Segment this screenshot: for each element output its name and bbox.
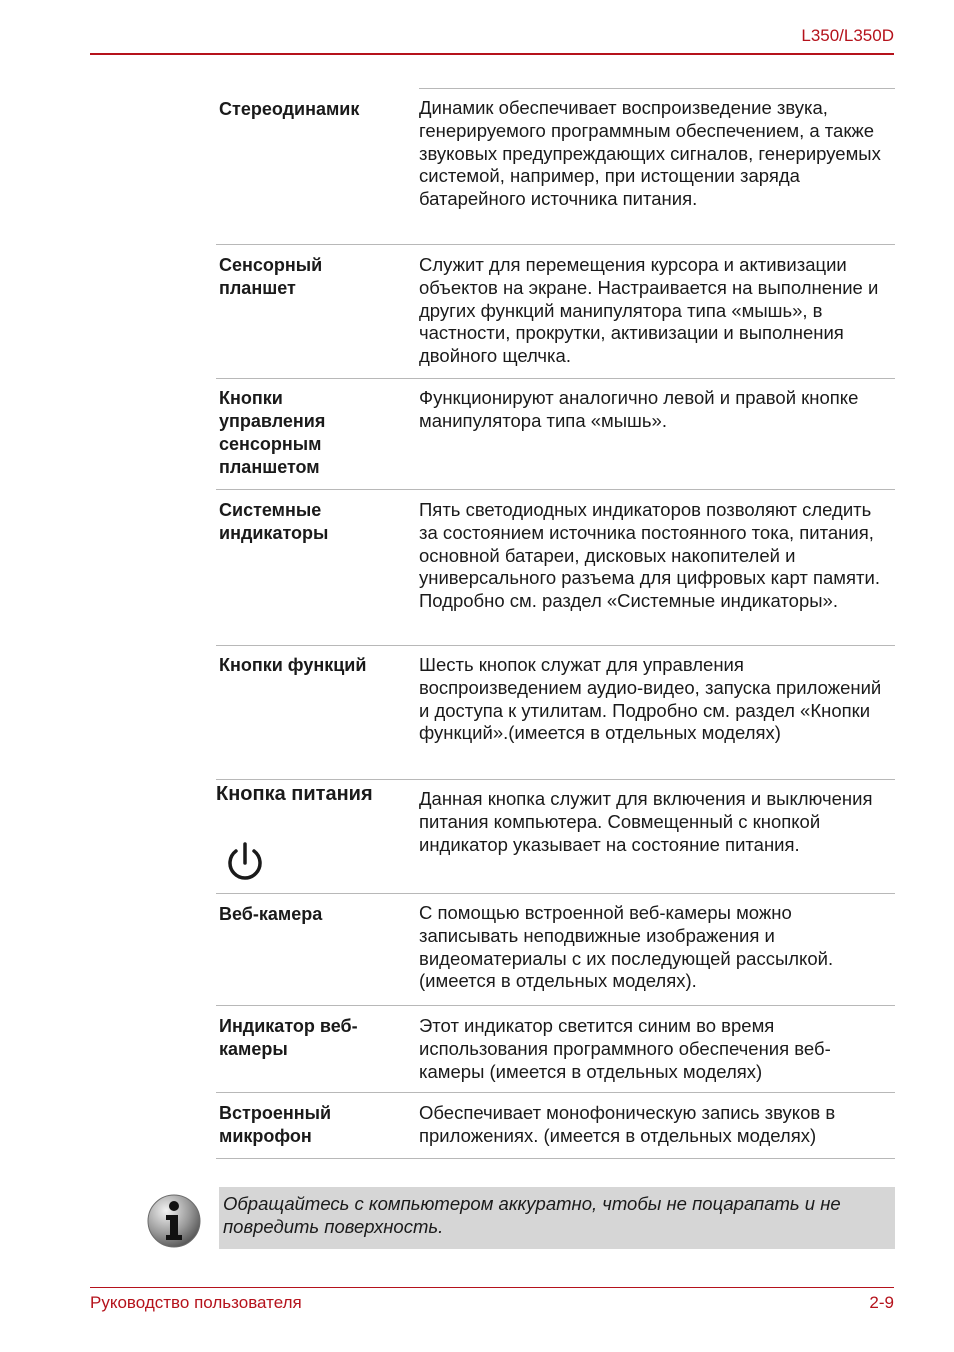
row-term: Стереодинамик — [219, 99, 360, 119]
table-row — [216, 379, 895, 490]
power-term-label: Кнопка питания — [216, 783, 373, 805]
row-desc: Пять светодиодных индикаторов позволяют следить за состоянием источника постоянного тока, питания, основной батареи, дисковых накопителей и универсального разъема для цифровых карт памяти. Подробно см. раздел «Системные индикаторы». — [419, 499, 880, 612]
row-desc: Шесть кнопок служат для управления воспроизведением аудио-видео, запуска приложений и доступа к утилитам. Подробно см. раздел «Кнопки функций».(имеется в отдельных моделях) — [419, 654, 882, 744]
row-desc: Функционируют аналогично левой и правой кнопке манипулятора типа «мышь». — [419, 387, 859, 431]
row-term: Кнопки управления сенсорным планшетом — [219, 388, 326, 477]
table-top-line — [419, 88, 895, 89]
row-desc: С помощью встроенной веб-камеры можно записывать неподвижные изображения и видеоматериалы с их последующей рассылкой. (имеется в отдельных моделях). — [419, 902, 834, 992]
header-model: L350/L350D — [801, 26, 894, 45]
table-row — [216, 490, 895, 646]
header-rule — [90, 53, 894, 55]
row-desc: Этот индикатор светится синим во время использования программного обеспечения веб-камеры (имеется в отдельных моделях) — [419, 1015, 831, 1082]
table-row — [216, 894, 895, 1006]
row-term: Веб-камера — [219, 904, 323, 924]
row-desc: Служит для перемещения курсора и активизации объектов на экране. Настраивается на выполнение и других функций манипулятора типа «мышь», в частности, прокрутки, активизации и выполнения двойного щелчка. — [419, 254, 879, 367]
row-desc: Динамик обеспечивает воспроизведение звука, генерируемого программным обеспечением, а также звуковых предупреждающих сигналов, генерируемых системой, например, при истощении заряда батарейного источника питания. — [419, 97, 881, 210]
table-row — [216, 780, 895, 894]
table-row — [216, 1093, 895, 1159]
spec-table — [216, 88, 895, 1159]
table-row — [216, 646, 895, 780]
table-row — [216, 1006, 895, 1093]
row-term — [216, 780, 416, 893]
note-text: Обращайтесь с компьютером аккуратно, чтобы не поцарапать и не повредить поверхность. — [223, 1193, 841, 1237]
table-row — [216, 245, 895, 379]
row-desc: Данная кнопка служит для включения и выключения питания компьютера. Совмещенный с кнопкой индикатор указывает на состояние питания. — [419, 788, 873, 855]
row-term: Индикатор веб-камеры — [219, 1016, 358, 1059]
row-term: Встроенный микрофон — [219, 1103, 332, 1146]
table-row — [216, 88, 895, 245]
footer-title: Руководство пользователя — [90, 1293, 302, 1312]
footer-rule — [90, 1287, 894, 1288]
row-term: Системные индикаторы — [219, 500, 329, 543]
note-box — [219, 1187, 895, 1249]
row-desc: Обеспечивает монофоническую запись звуков в приложениях. (имеется в отдельных моделях) — [419, 1102, 836, 1146]
page-number: 2-9 — [869, 1293, 894, 1312]
row-term: Кнопки функций — [219, 655, 367, 675]
info-icon — [146, 1193, 202, 1249]
power-icon — [222, 837, 268, 887]
row-term: Сенсорный планшет — [219, 255, 323, 298]
